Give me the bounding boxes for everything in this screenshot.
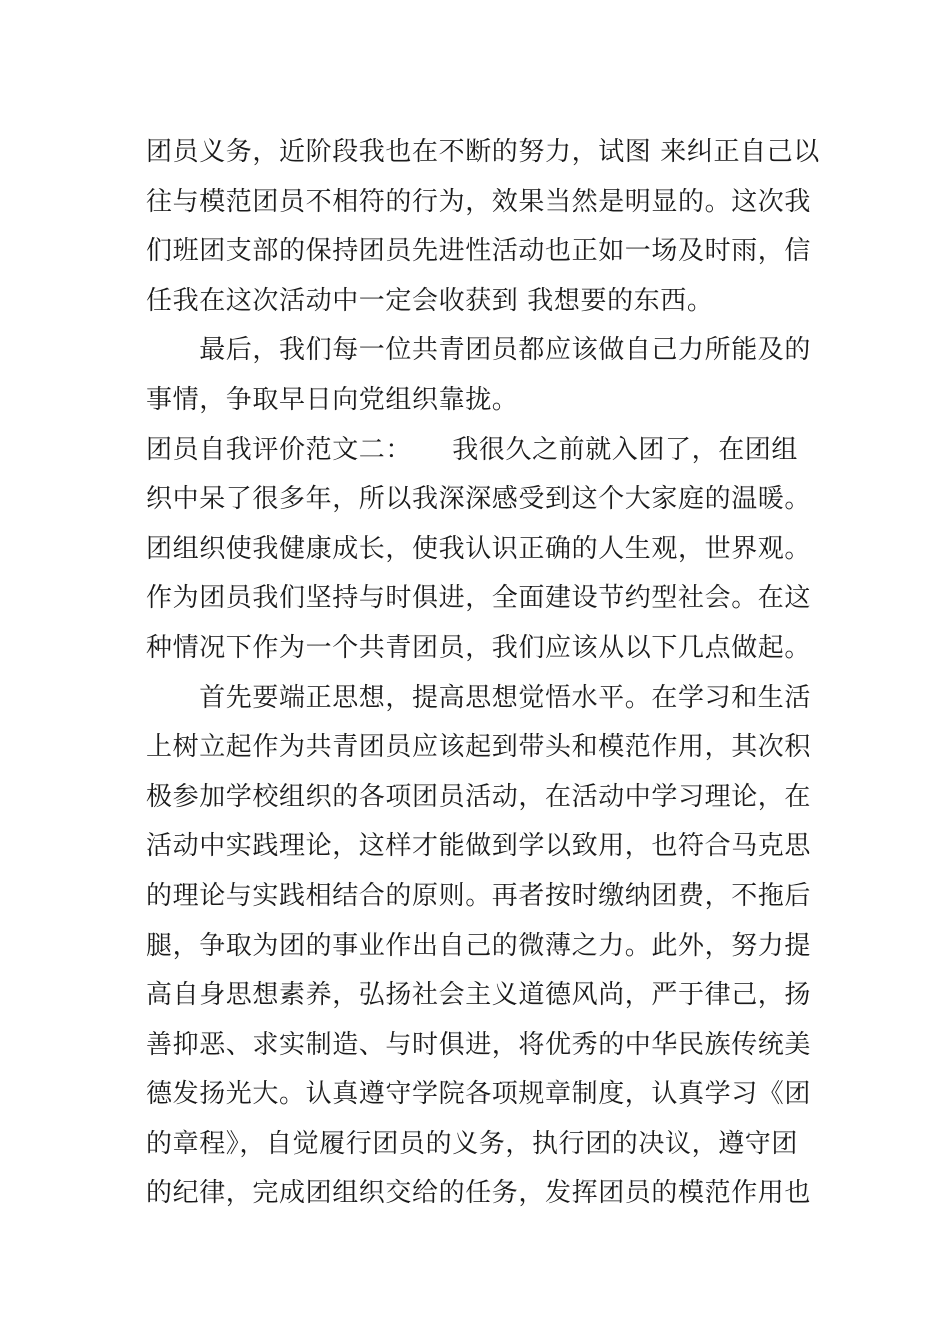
text-line: 善抑恶、求实制造、与时俱进，将优秀的中华民族传统美 — [146, 1029, 812, 1060]
text-line: 的纪律，完成团组织交给的任务，发挥团员的模范作用也 — [146, 1178, 812, 1209]
text-line: 们班团支部的保持团员先进性活动也正如一场及时雨，信 — [146, 236, 812, 267]
text-line: 德发扬光大。认真遵守学院各项规章制度，认真学习《团 — [146, 1079, 812, 1110]
text-line: 往与模范团员不相符的行为，效果当然是明显的。这次我 — [146, 186, 812, 217]
text-line: 最后，我们每一位共青团员都应该做自己力所能及的 — [146, 335, 812, 366]
text-line: 织中呆了很多年，所以我深深感受到这个大家庭的温暖。 — [146, 484, 812, 515]
text-line: 团员义务，近阶段我也在不断的努力，试图 来纠正自己以 — [146, 137, 820, 167]
text-line: 高自身思想素养，弘扬社会主义道德风尚，严于律己，扬 — [146, 980, 812, 1011]
text-line: 活动中实践理论，这样才能做到学以致用，也符合马克思 — [146, 831, 812, 862]
text-line: 的理论与实践相结合的原则。再者按时缴纳团费，不拖后 — [146, 880, 812, 911]
text-line: 上树立起作为共青团员应该起到带头和模范作用，其次积 — [146, 732, 812, 763]
text-line: 团组织使我健康成长，使我认识正确的人生观，世界观。 — [146, 533, 812, 564]
text-line: 腿，争取为团的事业作出自己的微薄之力。此外，努力提 — [146, 930, 812, 961]
text-line: 的章程》，自觉履行团员的义务，执行团的决议，遵守团 — [146, 1128, 799, 1159]
text-line: 事情，争取早日向党组织靠拢。 — [146, 384, 519, 415]
body-text — [146, 128, 820, 1219]
section-heading-line: 团员自我评价范文二： 我很久之前就入团了，在团组 — [146, 434, 799, 465]
text-line: 种情况下作为一个共青团员，我们应该从以下几点做起。 — [146, 632, 812, 663]
text-line: 任我在这次活动中一定会收获到 我想要的东西。 — [146, 285, 714, 316]
text-line: 极参加学校组织的各项团员活动，在活动中学习理论，在 — [146, 781, 812, 812]
text-line: 作为团员我们坚持与时俱进，全面建设节约型社会。在这 — [146, 583, 812, 614]
text-line: 首先要端正思想，提高思想觉悟水平。在学习和生活 — [146, 682, 812, 713]
